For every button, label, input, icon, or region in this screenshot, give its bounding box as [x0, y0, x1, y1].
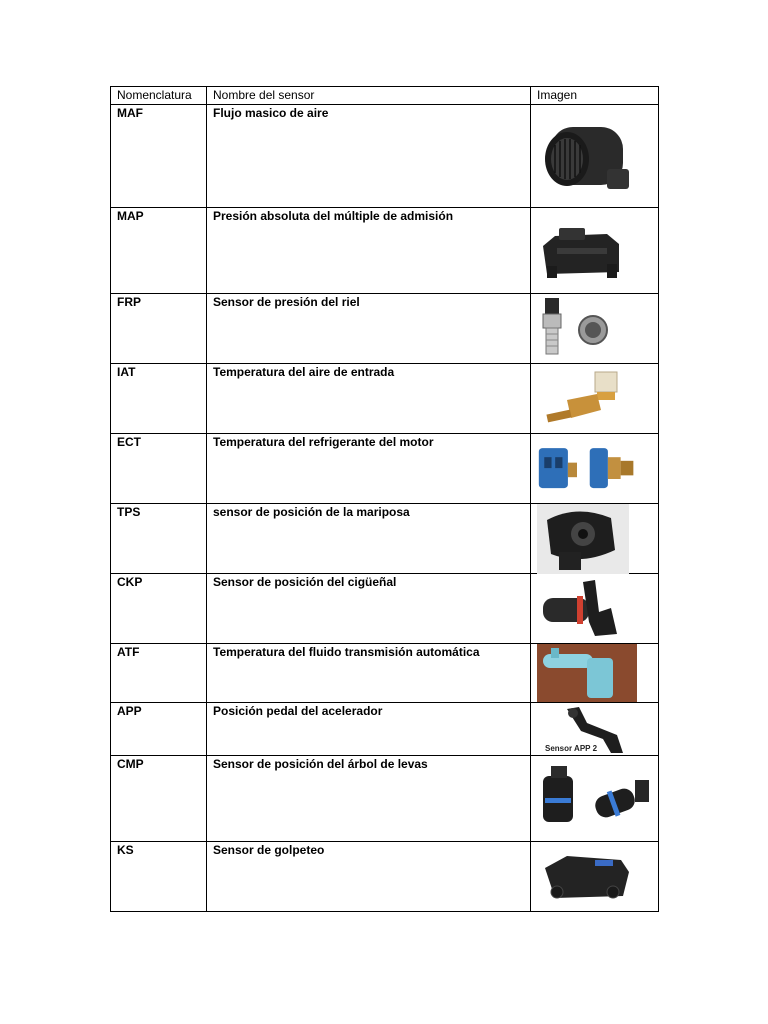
row-image — [531, 574, 659, 644]
row-name: Temperatura del refrigerante del motor — [207, 434, 531, 504]
table-row — [111, 105, 659, 208]
sensor-table — [110, 86, 659, 912]
row-image — [531, 842, 659, 912]
row-name: Temperatura del aire de entrada — [207, 364, 531, 434]
atf-sensor-icon — [537, 644, 637, 702]
row-image — [531, 504, 659, 574]
ks-sensor-icon — [537, 850, 637, 906]
row-code: ECT — [111, 434, 207, 504]
table-row — [111, 644, 659, 703]
row-code: CKP — [111, 574, 207, 644]
header-nomenclatura: Nomenclatura — [111, 87, 207, 105]
frp-sensor-icon — [537, 296, 637, 362]
row-name: Presión absoluta del múltiple de admisión — [207, 208, 531, 294]
ckp-sensor-icon — [537, 578, 637, 640]
row-name: sensor de posición de la mariposa — [207, 504, 531, 574]
row-code: KS — [111, 842, 207, 912]
header-nombre: Nombre del sensor — [207, 87, 531, 105]
header-imagen: Imagen — [531, 87, 659, 105]
row-name: Sensor de posición del árbol de levas — [207, 756, 531, 842]
table-row — [111, 703, 659, 756]
table-row — [111, 294, 659, 364]
row-name: Posición pedal del acelerador — [207, 703, 531, 756]
row-code: MAP — [111, 208, 207, 294]
row-code: CMP — [111, 756, 207, 842]
row-image — [531, 294, 659, 364]
table-header-row — [111, 87, 659, 105]
row-name: Temperatura del fluido transmisión automática — [207, 644, 531, 703]
row-image — [531, 105, 659, 208]
table-row — [111, 574, 659, 644]
row-image — [531, 756, 659, 842]
row-code: TPS — [111, 504, 207, 574]
row-code: IAT — [111, 364, 207, 434]
row-name: Sensor de presión del riel — [207, 294, 531, 364]
row-image — [531, 644, 659, 703]
row-image — [531, 703, 659, 756]
row-name: Flujo masico de aire — [207, 105, 531, 208]
iat-sensor-icon — [537, 370, 637, 430]
cmp-sensor-icon — [537, 762, 653, 836]
table-row — [111, 434, 659, 504]
row-name: Sensor de posición del cigüeñal — [207, 574, 531, 644]
row-image — [531, 208, 659, 294]
row-name: Sensor de golpeteo — [207, 842, 531, 912]
table-row — [111, 364, 659, 434]
ect-sensor-icon — [537, 438, 637, 500]
map-sensor-icon — [537, 224, 637, 286]
table-row — [111, 208, 659, 294]
row-code: MAF — [111, 105, 207, 208]
row-code: APP — [111, 703, 207, 756]
row-image — [531, 434, 659, 504]
tps-sensor-icon — [537, 504, 629, 574]
table-row — [111, 756, 659, 842]
row-image — [531, 364, 659, 434]
row-code: FRP — [111, 294, 207, 364]
row-code: ATF — [111, 644, 207, 703]
table-row — [111, 842, 659, 912]
app-image-caption: Sensor APP 2 — [545, 744, 598, 753]
maf-sensor-icon — [537, 117, 637, 199]
table-row — [111, 504, 659, 574]
